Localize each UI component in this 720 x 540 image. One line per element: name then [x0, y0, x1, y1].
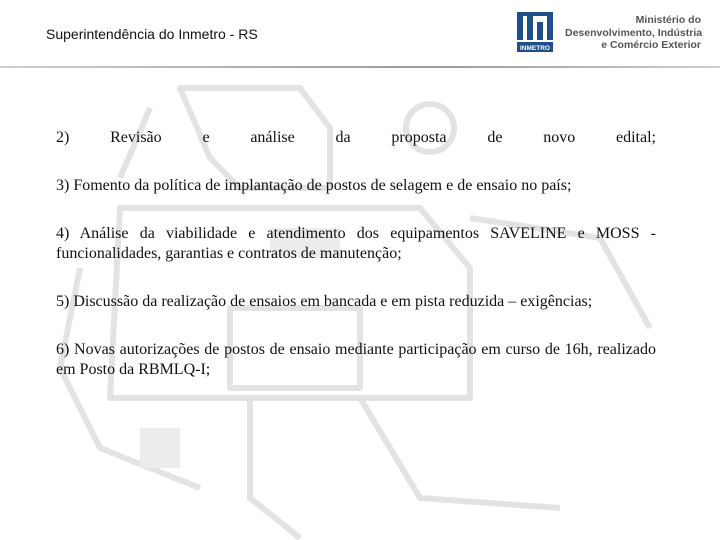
list-item-word: e	[202, 129, 210, 146]
list-item-word: da	[335, 129, 351, 146]
list-item-word: edital;	[615, 129, 656, 146]
ministry-line: e Comércio Exterior	[601, 39, 701, 51]
agenda-list	[56, 128, 656, 408]
list-item-word: novo	[543, 129, 576, 146]
list-item-word: proposta	[391, 129, 447, 146]
ministry-logo-text	[565, 14, 701, 52]
list-item-word: 2)	[56, 129, 70, 146]
list-item-word: análise	[250, 129, 295, 146]
inmetro-logo-icon	[515, 12, 555, 54]
list-item-word: Revisão	[110, 129, 162, 146]
logo-wordmark: INMETRO	[520, 45, 550, 52]
ministry-line: Ministério do	[635, 14, 701, 26]
page-title: Superintendência do Inmetro - RS	[46, 26, 258, 42]
header	[0, 0, 720, 68]
ministry-line: Desenvolvimento, Indústria	[565, 26, 703, 39]
list-item: 3) Fomento da política de implantação de postos de selagem e de ensaio no país;	[56, 177, 572, 194]
list-item: 4) Análise da viabilidade e atendimento dos equipamentos SAVELINE e MOSS - funcionalidades, garantias e contratos de manutenção;	[56, 225, 656, 262]
list-item	[56, 128, 656, 148]
list-item: 6) Novas autorizações de postos de ensaio mediante participação em curso de 16h, realizado em Posto da RBMLQ-I;	[56, 341, 656, 378]
list-item-word: de	[487, 129, 503, 146]
list-item: 5) Discussão da realização de ensaios em bancada e em pista reduzida – exigências;	[56, 293, 593, 310]
